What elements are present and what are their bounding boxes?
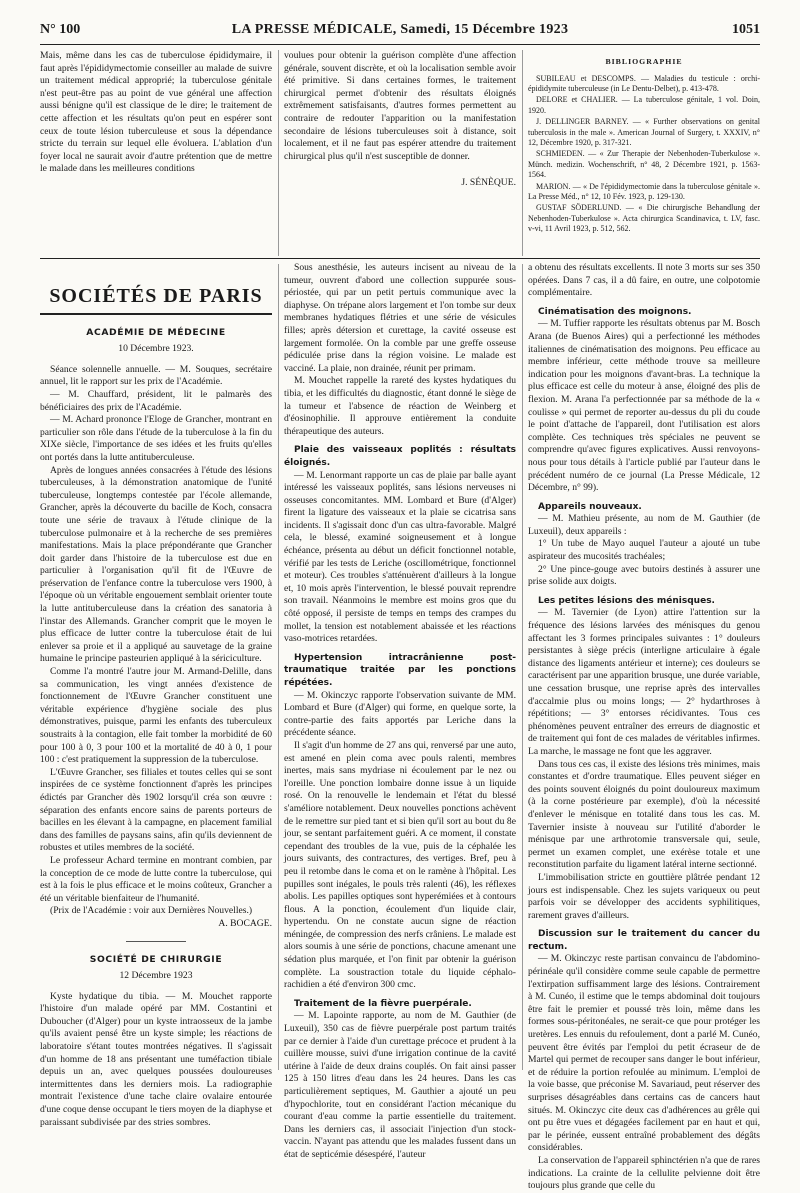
column-divider <box>522 264 523 1070</box>
surgery-heading: SOCIÉTÉ DE CHIRURGIE <box>89 953 223 965</box>
paragraph: L'Œuvre Grancher, ses filiales et toutes celles qui se sont inspirées de ce système fonctionnent d'après les principes édictés par Grancher dès 1902 lorsqu'il créa son œuvre : séparation des enfants encore sains de parents porteurs de bacilles en les élevant à la campagne, en placement familial dans des familles de paysans sains, afin qu'ils deviennent de robustes et utiles membres de la société. <box>40 766 272 854</box>
bibliography-entry: SCHMIEDEN. — « Zur Therapie der Nebenhoden-Tuberkulose ». Münch. medizin. Wochenschrift, n° 48, 2 Décembre 1921, p. 1563-1564. <box>528 149 760 180</box>
main-column-2 <box>284 262 516 1160</box>
paragraph: L'immobilisation stricte en gouttière plâtrée pendant 12 jours est indispensable. Chez les sujets variqueux ou peut parfois voir se développer des accidents syphilitiques, rarement graves d'ailleurs. <box>528 871 760 921</box>
paragraph: — M. Chauffard, président, lit le palmarès des bénéficiaires des prix de l'Académie. <box>40 388 272 413</box>
top-column-2 <box>284 50 516 256</box>
paragraph: — M. Achard prononce l'Eloge de Grancher, montrant en particulier son rôle dans l'étude de la tuberculose à la fin du XIXe siècle, l'importance de ses idées et les fruits qu'elles ont portés dans la lutte antituberculeuse. <box>40 414 272 463</box>
article-continuation: Mais, même dans les cas de tuberculose épididymaire, il faut après l'épididymectomie conseiller au malade de suivre un traitement médical approprié; la tuberculose génitale n'est peut-être pas au point de vue général une affection aussi bénigne qu'il est classique de le dire; le traitement de cette affection et les résultats qu'on peut en espérer sont ceux de toute lésion tuberculeuse et sous la dépendance stricte du terrain sur lequel elle évoluera. L'ablation d'un foyer local ne saurait avoir d'autre prétention que de mettre le malade dans les meilleures conditions <box>40 50 272 175</box>
column-divider <box>278 264 279 1070</box>
report-signature: A. BOCAGE. <box>218 917 272 929</box>
surgery-date: 12 Décembre 1923 <box>119 970 193 982</box>
article-conclusion: voulues pour obtenir la guérison complète d'une affection générale, souvent discrète, et où la localisation semble avoir été primitive. Si dans certaines formes, le traitement chirurgical permet d'obtenir des résultats éloignés extrêmement satisfaisants, d'autres formes permettent au contraire de redouter l'apparition ou la manifestation secondaire de lésions tuberculeuses soit à distance, soit localement, et il ne faut pas espérer attendre du traitement chirurgical plus qu'il n'est susceptible de donner. <box>284 50 516 162</box>
paragraph: (Prix de l'Académie : voir aux Dernières Nouvelles.) <box>50 905 253 917</box>
paragraph: Séance solennelle annuelle. — M. Souques, secrétaire annuel, lit le rapport sur les prix de l'Académie. <box>40 363 272 388</box>
bibliography-entry: MARION. — « De l'épididymectomie dans la tuberculose génitale ». La Presse Méd., n° 12, 10 Fév. 1923, p. 129-130. <box>528 181 760 202</box>
bibliography-column <box>528 50 760 256</box>
paragraph: — M. Tuffier rapporte les résultats obtenus par M. Bosch Arana (de Buenos Aires) qui a perfectionné les méthodes italiennes de cinématisation des moignons. Peu efficace au membre inférieur, cette méthode trouve sa meilleure indication pour les moignons d'avant-bras. La technique la plus efficace est celle du moteur à anse, éloigné des plis de flexion. M. Arana l'a perfectionnée par sa méthode de la « coulisse » qui permet de reporter au-dessus du pli du coude le point d'attache de l'appareil, dont l'utilisation est alors complète. Ces techniques très spéciales ne peuvent se comprendre qu'avec figures explicatives. Aussi renvoyons-nous pour tous détails à l'article publié par l'auteur dans le précédent numéro de ce journal (La Presse Médicale, 12 Décembre, n° 99). <box>528 318 760 494</box>
paragraph: 2° Une pince-gouge avec butoirs destinés à assurer une prise solide aux doigts. <box>528 563 760 588</box>
paragraph: — M. Lenormant rapporte un cas de plaie par balle ayant intéressé les vaisseaux poplités, sans lésions nerveuses ni osseuses concomitantes. MM. Lombard et Bure (d'Alger) firent la ligature des vaisseaux et la plaie se cicatrisa sans incidents. Il s'agissait donc d'un cas ultra-favorable. Malgré cela, le blessé, examiné soigneusement et à longue échéance, présenta au début un déficit fonctionnel notable, vérifié par les tests de Leriche (oscillométrique, fonctionnel et moteur). Ces troubles s'atténuèrent d'ailleurs à la longue et, 10 mois après l'intervention, le blessé pouvait reprendre son travail. Néanmoins le membre est moins gros que du côté opposé, il persiste de temps en temps des crampes du mollet, la tension est notablement abaissée et les réactions vaso-motrices retardées. <box>284 469 516 645</box>
paragraph: — M. Okinczyc rapporte l'observation suivante de MM. Lombard et Bure (d'Alger) qui forme, en quelque sorte, la contre-partie des faits apportés par Leriche dans la précédente séance. <box>284 689 516 739</box>
column-divider <box>278 50 279 256</box>
bibliography-entry: J. DELLINGER BARNEY. — « Further observations on genital tuberculosis in the male ». American Journal of Surgery, t. XXXIV, n° 12, Décembre 1920, p. 317-321. <box>528 117 760 148</box>
paragraph: — M. Lapointe rapporte, au nom de M. Gauthier (de Luxeuil), 350 cas de fièvre puerpérale post partum traités par ce dernier à l'aide d'un curettage précoce et prudent à la cuillère mousse, suivi d'une irrigation continue de la cavité utérine à l'aide de deux drains couplés. On fait ainsi passer 125 à 150 litres d'eau dans les 24 heures. Dans les cas particulièrement septiques, M. Gauthier a ajouté un peu d'hypochlorite, tout en considérant l'action mécanique du courant d'eau comme la partie essentielle du traitement. Dans les derniers cas, il associait l'injection d'un stock-vaccin. N'ayant pas attendu que les malades fussent dans un état de septicémie désespéré, l'auteur <box>284 1010 516 1160</box>
bibliography-entry: GUSTAF SÖDERLUND. — « Die chirurgische Behandlung der Nebenhoden-Tuberkulose ». Acta chirurgica Scandinavica, t. LV, fasc. v-vi, 11 Avril 1923, p. 512, 562. <box>528 203 760 234</box>
paragraph: Le professeur Achard termine en montrant combien, par la conception de ce mode de lutte contre la tuberculose, qui est à la fois le plus efficace et le moins coûteux, Grancher a été un véritable bienfaiteur de l'humanité. <box>40 854 272 904</box>
subsection-title: Cinématisation des moignons. <box>538 306 692 317</box>
paragraph: a obtenu des résultats excellents. Il note 3 morts sur ses 350 opérées. Dans 7 cas, il a dû faire, en outre, une colpotomie complémentaire. <box>528 262 760 299</box>
page-header <box>40 16 760 44</box>
paragraph: Kyste hydatique du tibia. — M. Mouchet rapporte l'histoire d'un malade opéré par MM. Costantini et Duboucher (d'Alger) pour un kyste intraosseux de la jambe qu'ils avaient pensé être un kyste simple; les réactions de laboratoire s'étant toutes montrées négatives. Il s'agissait d'un homme de 18 ans présentant une tuméfaction tibiale depuis un an, avec quelques poussées douloureuses intermittentes dans les derniers mois. La radiographie montrait l'existence d'une tache claire ovalaire entourée d'une coque dense occupant le tiers moyen de la diaphyse et paraissant subdivisée par des stries sombres. <box>40 990 272 1128</box>
subsection-title: Hypertension intracrânienne post-traumatique traitée par les ponctions répétées. <box>284 652 516 688</box>
journal-title: LA PRESSE MÉDICALE, Samedi, 15 Décembre 1923 <box>231 22 569 37</box>
subsection-title: Plaie des vaisseaux poplités : résultats éloignés. <box>284 445 516 468</box>
header-rule <box>40 44 760 45</box>
bibliography-entry: SUBILEAU et DESCOMPS. — Maladies du testicule : orchi-épididymite tuberculeuse (in Le Dentu-Delbet), p. 413-478. <box>528 73 760 93</box>
main-column-1 <box>40 262 272 1128</box>
section-heading: SOCIÉTÉS DE PARIS <box>49 285 263 307</box>
subsection-title: Discussion sur le traitement du cancer du rectum. <box>528 929 760 952</box>
section-rule <box>40 258 760 259</box>
academy-heading: ACADÉMIE DE MÉDECINE <box>86 326 226 338</box>
paragraph: — M. Mathieu présente, au nom de M. Gauthier (de Luxeuil), deux appareils : <box>528 513 760 537</box>
bibliography-title: BIBLIOGRAPHIE <box>605 57 683 66</box>
paragraph: Dans tous ces cas, il existe des lésions très minimes, mais constantes et d'ordre traumatique. Elles peuvent siéger en des points souvent éloignés du point douloureux maximum (à la corne postérieure par exemple), d'où la nécessité d'enlever le ménisque en totalité dans tous les cas. M. Tavernier insiste à nouveau sur l'utilité d'aborder le ménisque par une arthrotomie transversale qui, seule, permet un examen complet, une exérèse totale et une reconstitution parfaite du ligament latéral interne sectionné. <box>528 758 760 871</box>
main-column-3 <box>528 262 760 1192</box>
paragraph: Sous anesthésie, les auteurs incisent au niveau de la tumeur, ouvrent d'abord une collection suppurée sous-périostée, qui par un petit pertuis communique avec la diaphyse. On trépane alors largement et l'on tombe sur deux membranes hydatiques flétries et une série de vésicules filles; après détersion et curettage, la cavité osseuse est largement formolée. On la comble par une greffe osseuse pédiculée prise dans la région voisine. Le malade est vacciné. La plaie, non drainée, réunit per primam. <box>284 262 516 374</box>
paragraph: Comme l'a montré l'autre jour M. Armand-Delille, dans sa communication, les vingt années d'existence de fonctionnement de l'Œuvre Grancher constituent une véritable expérience d'hygiène sociale des plus démonstratives, puisque, parmi les enfants des tuberculeux soustraits à la contagion, elle fait tomber la morbidité de 60 pour 100 à 0, 3 pour 100 et la mortalité de 40 à 0, 1 pour 100 : c'est pratiquement la suppression de la tuberculose. <box>40 666 272 766</box>
paragraph: Il s'agit d'un homme de 27 ans qui, renversé par une auto, est amené en plein coma avec pouls ralenti, membres inertes, mais sans mydriase ni écoulement par le nez ou l'oreille. Une ponction lombaire donne issue à un liquide rosé. On la renouvelle le lendemain et l'état du blessé s'améliore notablement. Deux nouvelles ponctions achèvent de le remettre sur pied tant et si bien qu'il sort au bout du 8e jour, se sentant parfaitement guéri. A ce moment, il constate cependant des troubles de la vue, puis de la céphalée les jours suivants, des contractures, des vertiges. Bref, peu à peu il retombe dans le coma et on le ramène à l'hôpital. Les pupilles sont inégales, le pouls très ralenti (46), les réflexes abolis. Les papilles optiques sont hyperémiées et à contours flous. A la ponction, écoulement d'un liquide clair, hypertendu. On ne constate aucun signe de réaction méningée, de compression des nerfs crâniens. Le malade est alors soumis à une série de ponctions, chacune amenant une sédation plus marquée, et l'on finit par obtenir la guérison complète. La soustraction totale du liquide céphalo-rachidien a été d'environ 300 cmc. <box>284 739 516 991</box>
page-number: 1051 <box>732 22 760 37</box>
subsection-title: Traitement de la fièvre puerpérale. <box>294 998 472 1009</box>
paragraph: M. Mouchet rappelle la rareté des kystes hydatiques du tibia, et les difficultés du diagnostic, étant donné le siège de la tumeur et l'absence de réaction de Weinberg et d'éosinophilie. Il approuve entièrement la conduite thérapeutique des auteurs. <box>284 375 516 437</box>
paragraph: — M. Tavernier (de Lyon) attire l'attention sur la fréquence des lésions larvées des ménisques du genou affectant les 3 formes principales suivantes : 1° douleurs persistantes à siège précis (interligne articulaire à égale distance des ligaments antérieur et interne); ces douleurs se caractérisent par une apparition brusque, une durée variable, une cessation brusque, une reprise après des intervalles d'accalmie plus ou moins longs; — 2° hydarthroses à répétitions; — 3° entorses récidivantes. Tous ces phénomènes peuvent entraîner des erreurs de diagnostic et de traitement qui font de ces malades de véritables infirmes. La marche, le massage ne font que les aggraver. <box>528 607 760 757</box>
subsection-title: Les petites lésions des ménisques. <box>538 595 715 606</box>
paragraph: 1° Un tube de Mayo auquel l'auteur a ajouté un tube aspirateur des mucosités trachéales; <box>528 538 760 563</box>
subsection-title: Appareils nouveaux. <box>538 501 642 512</box>
academy-date: 10 Décembre 1923. <box>118 343 194 355</box>
bibliography-entry: DELORE et CHALIER. — La tuberculose génitale, 1 vol. Doin, 1920. <box>528 95 760 115</box>
top-column-1 <box>40 50 272 256</box>
article-signature: J. SÉNÈQUE. <box>461 177 516 189</box>
separator <box>126 941 186 942</box>
paragraph: Après de longues années consacrées à l'étude des lésions tuberculeuses, à la démonstration anatomique de l'unité tuberculeuse, longtemps contestée par l'école allemande, Grancher, après la découverte du bacille de Koch, consacra toute une série de travaux à l'étude clinique de la tuberculose pulmonaire et à la recherche de ses premières manifestations. Mais la place prépondérante que Grancher doit garder dans l'histoire de la tuberculose est due en particulier à l'organisation qu'il fit de l'Œuvre de préservation de l'enfance contre la tuberculose vers 1900, à l'époque où un véritable engouement semblait orienter toute la lutte antituberculeuse dans la création des sanatoria à l'instar des Allemands. Grancher comprit que le moyen le plus efficace de lutter contre la tuberculose était de lui enlever sa proie et il a appliqué au sauvetage de la graine humaine le principe pasteurien appliqué à la sériciculture. <box>40 464 272 665</box>
column-divider <box>522 50 523 256</box>
heading-rule <box>40 313 272 315</box>
paragraph: La conservation de l'appareil sphinctérien n'a que de rares indications. La crainte de la cellulite pelvienne doit être toujours plus grande que celle du <box>528 1154 760 1192</box>
issue-number: N° 100 <box>40 22 81 37</box>
paragraph: — M. Okinczyc reste partisan convaincu de l'abdomino-périnéale qu'il considère comme seule capable de permettre l'extirpation suffisamment large des lésions. Contrairement à M. Cunéo, il estime que le temps abdominal doit toujours être fait le premier et poussé très loin, même dans les formes sous-péritonéales, ne serait-ce que pour protéger les uretères. Les ennuis du refoulement, dont a parlé M. Cunéo, peuvent être évités par l'emploi du petit écraseur de de Martel qui permet de recouper sans danger le bout inférieur, et de réduire la portion refoulée au minimum. L'emploi de la voie basse, que préconise M. Savariaud, peut réserver des surprises désagréables dans certains cas de cancers haut situés. M. Okinczyc cite deux cas d'adhérences au grêle qui ont pu être vues et dégagées facilement par en haut et qui, par le périnée, eussent entraîné probablement des dégâts considérables. <box>528 953 760 1154</box>
bibliography-list <box>528 74 760 235</box>
